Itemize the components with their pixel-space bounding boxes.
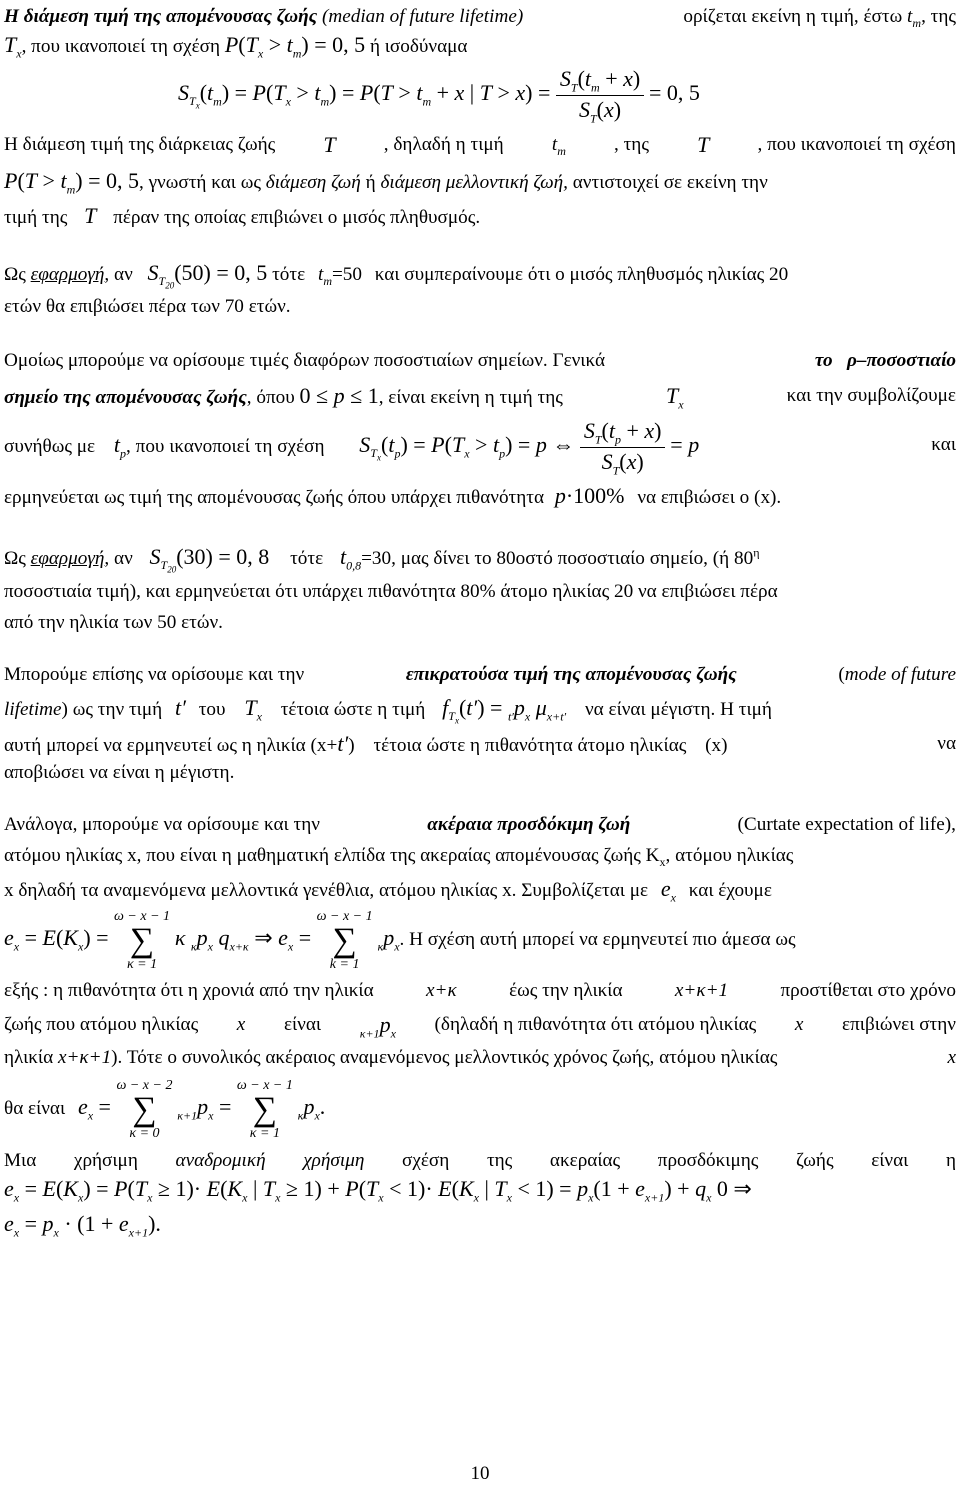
text: , της [614,134,649,155]
p5-line-4: αποβιώσει να είναι η μέγιστη. [4,762,235,783]
p7-equation-2: $e_x = p_x \cdot (1 + e_{x+1})$. [4,1211,161,1240]
summation: ω − x − 1 ∑ κ = 1 [114,908,171,972]
term-median-future-life: Η διάμεση τιμή της απομένουσας ζωής [4,6,318,27]
term: x [794,1014,804,1035]
text: είναι [871,1150,909,1171]
text: Μπορούμε επίσης να ορίσουμε και την [4,664,305,685]
p6-line-5 [4,980,956,1002]
text: ηλικία [4,1047,54,1068]
equation-median-1: $S_{T_x}(t_m) = P(T_x > t_m) = P(T > t_m + x$ | T > x) = $\frac{S_T(t_m + x)}{S_T(x)}$ = 0, 5 [178,66,700,126]
p1-line-5: τιμή της T πέραν της οποίας επιβιώνει ο μισός πληθυσμός. [4,203,481,228]
text: η [945,1150,956,1171]
term-mode: επικρατούσα τιμή της απομένουσας ζωής [405,664,737,685]
p2-line-2: ετών θα επιβιώσει πέρα των 70 ετών. [4,296,291,317]
term: ρ–ποσοστιαίο [847,350,956,371]
p7-equation-1: $e_x = E(K_x) = P(T_x \ge 1)\cdot E(K_x$ | $T_x \ge 1) + P(T_x < 1)\cdot E(K_x$ | $T_x < 1) = p_x(1 + e_{x+1}) + q_x$ 0 ⇒ [4,1176,752,1205]
emphasis: εφαρμογή [30,264,105,285]
text: (x) [705,735,728,756]
fraction: $\frac{S_T(t_p + x)}{S_T(x)}$ [580,418,666,477]
page-number: 10 [470,1463,490,1484]
text: Μια [4,1150,37,1171]
term: διάμεση ζωή [265,172,361,193]
text: συνήθως με [4,436,96,457]
text: προσδόκιμης [657,1150,759,1171]
text: , αν [104,548,133,569]
text: τότε [272,264,306,285]
text: του [198,699,226,720]
text: αυτή μπορεί να ερμηνευτεί ως η ηλικία (x+ [4,735,338,756]
text: τέτοια ώστε η τιμή [280,699,426,720]
p4-line-3: από την ηλικία των 50 ετών. [4,612,223,633]
p1-line-4: $P(T > t_m) = 0$, 5, γνωστή και ως διάμεση ζωή ή διάμεση μελλοντική ζωή, αντιστοιχεί σε εκείνη την [4,168,768,197]
p6-line-3: x δηλαδή τα αναμενόμενα μελλοντικά γενέθλια, ατόμου ηλικίας x. Συμβολίζεται με $e_x$ και έχουμε [4,876,772,905]
text: ερμηνεύεται ως τιμή της απομένουσας ζωής όπου υπάρχει πιθανότητα [4,487,545,508]
text: ή [365,172,376,193]
p3-line-2: σημείο της απομένουσας ζωής, όπου 0 ≤ p ≤ 1, είναι εκείνη η τιμή της $T_x$ και την συμβολίζουμε [4,383,956,412]
text: τέτοια ώστε η πιθανότητα άτομο ηλικίας [373,735,687,756]
text: τιμή της [4,207,68,228]
text: . Η σχέση αυτή μπορεί να ερμηνευτεί πιο άμεσα ως [399,929,796,950]
term: x [236,1014,246,1035]
p6-line-1 [4,814,956,836]
term: χρήσιμη [303,1150,365,1171]
text: τότε [290,548,324,569]
summation: ω − x − 1 ∑ k = 1 [316,908,373,972]
term: το [814,350,833,371]
fraction: $\frac{S_T(t_m + x)}{S_T(x)}$ [556,66,644,125]
text: Ως [4,264,26,285]
p6-line-4-equation: $e_x = E(K_x) = \omega - x - 1$ ∑ κ = 1 κ $_\kappa p_x$ $q_{x+\kappa}$ ⇒ $e_x = \omega - x - 1$ ∑ k = 1 $_\kappa p_x$. Η σχέση αυτή μπορεί να ερμηνευτεί πιο άμεσα ως [4,908,796,972]
text: αντιστοιχεί σε εκείνη την [572,172,768,193]
p3-line-3: συνήθως με $t_p$, που ικανοποιεί τη σχέση $S_{T_x}(t_p) = P(T_x > t_p) = p$ ⇔ $\frac{S_T(t_p + x)}{S_T(x)}$ = p και [4,414,956,476]
text: της [486,1150,513,1171]
text: χρήσιμη [73,1150,138,1171]
text: , όπου [246,387,295,408]
p7-line-1 [4,1150,956,1172]
text: ακεραίας [549,1150,621,1171]
text: και [931,434,956,455]
term: αναδρομική [175,1150,266,1171]
p2-line-1: Ως εφαρμογή, αν $S_{T_{20}}(50) = 0$, 5 τότε $t_m=50$ και συμπεραίνουμε ότι ο μισός πληθυσμός ηλικίας 20 [4,260,789,291]
p1-line-3: Η διάμεση τιμή της διάρκειας ζωής T , δηλαδή η τιμή $t_m$ , της T , που ικανοποιεί τη σχέση [4,132,956,158]
text: , γνωστή και ως [138,172,261,193]
term: x+κ+1 [57,1047,112,1068]
text: Ομοίως μπορούμε να ορίσουμε τιμές διαφόρων ποσοστιαίων σημείων. Γενικά [4,350,606,371]
text: , που ικανοποιεί τη σχέση [757,134,956,155]
text: ). Τότε ο συνολικός ακέραιος αναμενόμενος μελλοντικός χρόνος ζωής, ατόμου ηλικίας [111,1047,778,1068]
p6-line-8-equation: θα είναι $e_x = \omega - x - 2$ ∑ κ = 0 $_{\kappa+1}p_x = \omega - x - 1$ ∑ κ = 1 $_\kappa p_x$. [4,1077,326,1141]
text: και συμπεραίνουμε ότι ο μισός πληθυσμός ηλικίας 20 [374,264,789,285]
text: , δηλαδή η τιμή [383,134,504,155]
term-curtate-expectation: ακέραια προσδόκιμη ζωή [427,814,631,835]
text: έως την ηλικία [509,980,623,1001]
english-term: (Curtate expectation of life), [737,814,956,835]
text: ζωής που ατόμου ηλικίας [4,1014,199,1035]
term: x+κ [426,980,457,1001]
term: διάμεση μελλοντική ζωή, [380,172,568,193]
term: σημείο της απομένουσας ζωής [4,387,247,408]
text: , που ικανοποιεί τη σχέση [21,36,221,57]
term: x [947,1047,956,1068]
text: ή ισοδύναμα [369,36,468,57]
text: =30, μας δίνει το 80οστό ποσοστιαίο σημείο, (ή 80 [361,548,754,569]
p5-line-3: αυτή μπορεί να ερμηνευτεί ως η ηλικία (x+t′) τέτοια ώστε η πιθανότητα άτομο ηλικίας (x) να [4,731,956,756]
subscript: x [659,854,666,869]
text: να επιβιώσει ο (x). [637,487,782,508]
english-term: (median of future lifetime) [321,6,524,27]
p4-line-1: Ως εφαρμογή, αν $S_{T_{20}}(30) = 0$, 8 τότε $t_{0,8}=30$, μας δίνει το 80οστό ποσοστιαίο σημείο, (ή $80^\eta$ [4,544,760,575]
p5-line-1 [4,664,956,686]
text: επιβιώνει στην [842,1014,956,1035]
p3-line-1 [4,350,956,372]
text: θα είναι [4,1098,66,1119]
text: και την συμβολίζουμε [786,385,956,406]
p6-line-7 [4,1047,956,1069]
english-term: lifetime [4,699,62,720]
summation: ω − x − 1 ∑ κ = 1 [236,1077,293,1141]
summation: ω − x − 2 ∑ κ = 0 [116,1077,173,1141]
term: x+κ+1 [674,980,729,1001]
text: , αν [104,264,133,285]
text: είναι [283,1014,322,1035]
p1-line-1: Η διάμεση τιμή της απομένουσας ζωής (median of future lifetime) ορίζεται εκείνη η τιμή, έστω $t_m$, της [4,6,956,30]
text: Η διάμεση τιμή της διάρκειας ζωής [4,134,276,155]
text: , που ικανοποιεί τη σχέση [126,436,325,457]
text: να [937,733,956,754]
p6-line-6: ζωής που ατόμου ηλικίας x είναι $_{\kappa+1}p_x$ (δηλαδή η πιθανότητα ότι ατόμου ηλικίας x επιβιώνει στην [4,1012,956,1041]
text: προστίθεται στο χρόνο [780,980,956,1001]
text: =50 [331,264,362,285]
superscript: η [753,545,760,560]
text: , ατόμου ηλικίας [665,845,794,866]
text: ατόμου ηλικίας x, που είναι η μαθηματική ελπίδα της ακεραίας απομένουσας ζωής K [4,845,660,866]
text: να είναι μέγιστη. Η τιμή [584,699,772,720]
text: εξής : η πιθανότητα ότι η χρονιά από την ηλικία [4,980,374,1001]
text: , της [921,6,956,27]
text: πέραν της οποίας επιβιώνει ο μισός πληθυσμός. [113,207,481,228]
emphasis: εφαρμογή [30,548,105,569]
p3-line-4: ερμηνεύεται ως τιμή της απομένουσας ζωής όπου υπάρχει πιθανότητα p·100% να επιβιώσει ο (x). [4,483,782,508]
p4-line-2: ποσοστιαία τιμή), και ερμηνεύεται ότι υπάρχει πιθανότητα 80% άτομο ηλικίας 20 να επιβιώσει πέρα [4,581,778,602]
text: (δηλαδή η πιθανότητα ότι ατόμου ηλικίας [434,1014,757,1035]
text: ( [838,664,845,685]
text: x. Συμβολίζεται με [502,880,649,901]
text: Ως [4,548,26,569]
p1-line-2: $T_x$, που ικανοποιεί τη σχέση $P(T_x > t_m) = 0$, 5 ή ισοδύναμα [4,32,468,61]
text: και έχουμε [688,880,772,901]
text: , είναι εκείνη η τιμή της [378,387,563,408]
text: ) ως την τιμή [61,699,163,720]
text: ορίζεται εκείνη η τιμή, έστω [683,6,903,27]
p5-line-2: lifetime) ως την τιμή t′ του $T_x$ τέτοια ώστε η τιμή $f_{T_x}(t') = _{t'}p_x$ $\mu_{x+t'}$ να είναι μέγιστη. Η τιμή [4,695,772,726]
text: σχέση [402,1150,450,1171]
text: Ανάλογα, μπορούμε να ορίσουμε και την [4,814,320,835]
text: ) [348,735,355,756]
text: ζωής [796,1150,834,1171]
equation-result: = 0, 5 [649,80,700,105]
english-term: mode of future [844,664,956,685]
text: x δηλαδή τα αναμενόμενα μελλοντικά γενέθλια, ατόμου ηλικίας [4,880,498,901]
p6-line-2 [4,845,956,867]
